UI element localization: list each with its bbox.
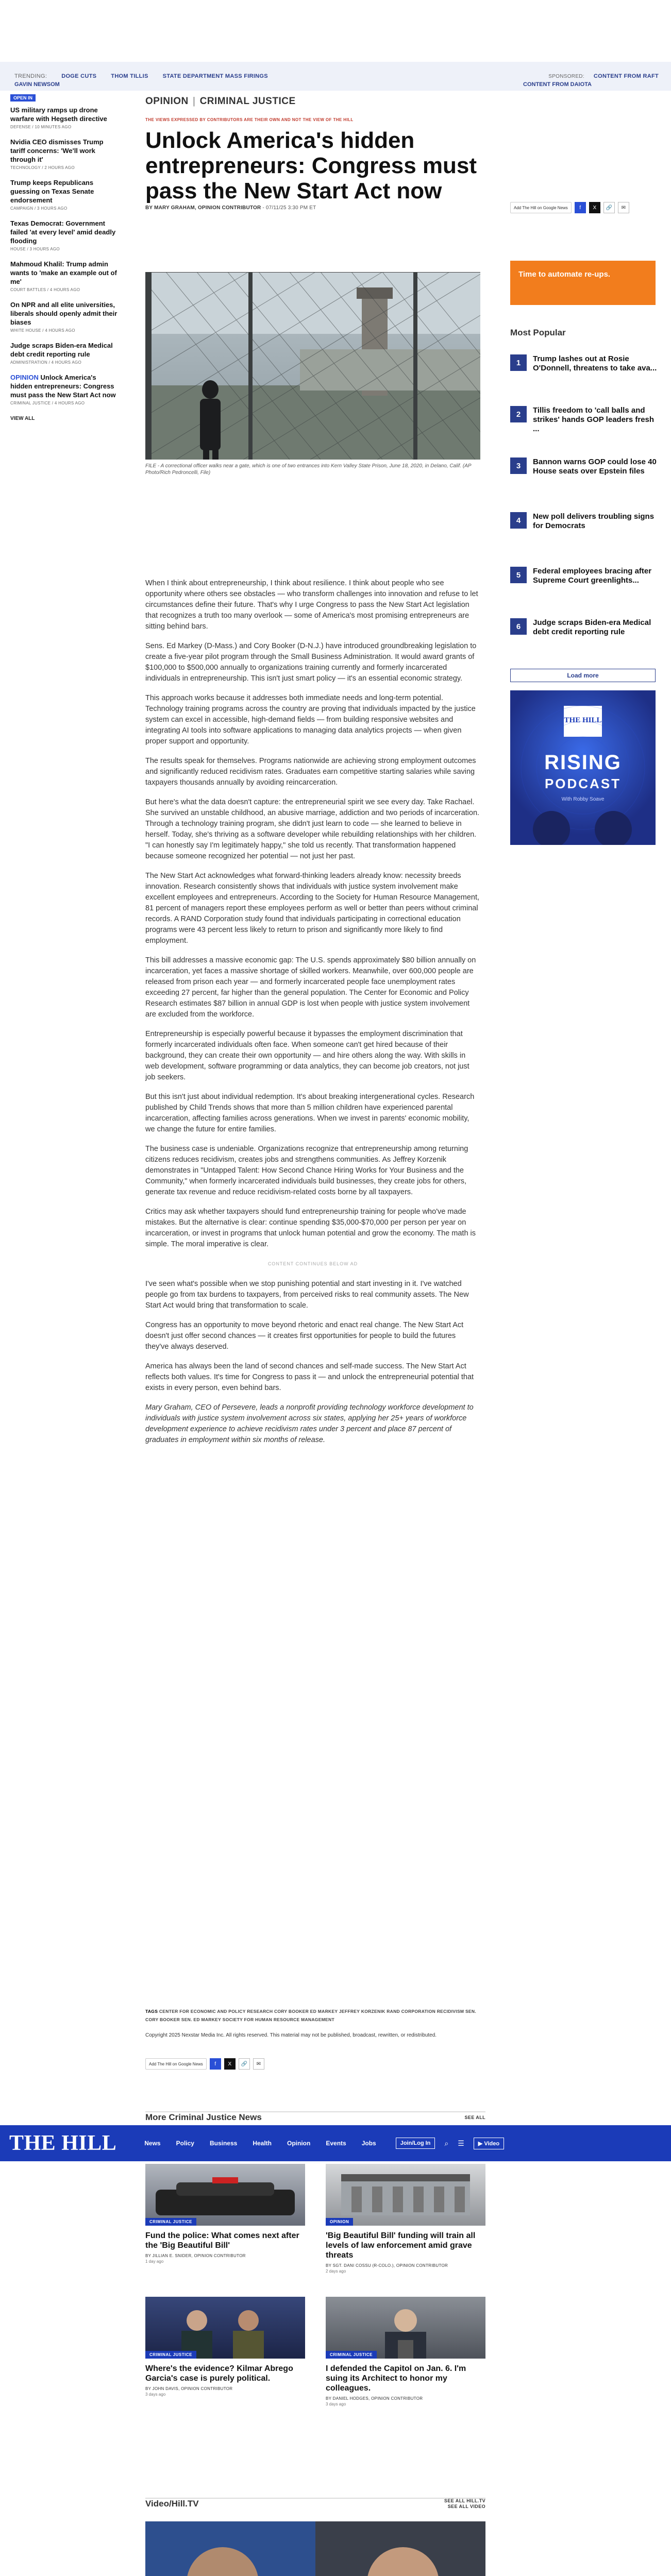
most-popular-item[interactable] xyxy=(510,567,660,585)
image-caption: FILE - A correctional officer walks near a gate, which is one of two entrances into Kern Valley State Prison, June 18, 2020, in Delano, Calif. (AP Photo/Rich Pedroncelli, File) xyxy=(145,463,472,476)
share-bar xyxy=(510,202,629,213)
link-icon[interactable]: 🔗 xyxy=(239,2058,250,2070)
trending-item[interactable]: THOM TILLIS xyxy=(111,73,148,79)
podcast-sub: PODCAST xyxy=(544,776,622,791)
ad-continue-notice: CONTENT CONTINUES BELOW AD xyxy=(267,1261,358,1266)
share-bar-bottom xyxy=(145,2058,264,2070)
news-card[interactable] xyxy=(326,2164,485,2274)
x-icon[interactable]: X xyxy=(224,2058,236,2070)
nav-link-business[interactable]: Business xyxy=(209,2140,238,2147)
rank-number: 3 xyxy=(510,457,527,474)
sponsored-item[interactable]: CONTENT FROM DAIOTA xyxy=(523,81,592,88)
paragraph: Entrepreneurship is especially powerful because it bypasses the employment discrimination that formerly incarcerated individuals often face. When someone can't get hired because of their background, they can create their own opportunity — and hire others along the way. With skills in web development, software programming or data analytics, they can become job creators, not just job seekers. xyxy=(145,1030,469,1081)
see-all-links xyxy=(444,2498,485,2510)
trending-item[interactable]: STATE DEPARTMENT MASS FIRINGS xyxy=(162,73,268,79)
nav-link-jobs[interactable]: Jobs xyxy=(361,2140,376,2147)
police-car-photo xyxy=(145,2164,305,2226)
nav-links xyxy=(144,2140,376,2147)
paragraph: The results speak for themselves. Programs nationwide are achieving strong employment outcomes and significantly reduced recidivism rates. Graduates earn competitive starting salaries while saving taxpayers thousands annually by avoiding reincarceration. xyxy=(145,757,476,787)
sidebar-story[interactable] xyxy=(10,178,119,211)
tag-list[interactable]: CENTER FOR ECONOMIC AND POLICY RESEARCH CORY BOOKER ED MARKEY JEFFREY KORZENIK RAND CORPORATION RECIDIVISM SEN. CORY BOOKER SEN. ED MARKEY SOCIETY FOR HUMAN RESOURCE MANAGEMENT xyxy=(145,2009,476,2022)
card-time: 3 days ago xyxy=(145,2392,166,2397)
paragraph: This bill addresses a massive economic gap: The U.S. spends approximately $80 billion annually on incarceration, yet faces a massive shortage of skilled workers. Meanwhile, over 600,000 people are released from prison each year — and formerly incarcerated people face unemployment rates exceeding 27 percent, far higher than the general population. The Center for Economic and Policy Research estimates $87 billion in annual GDP is lost when people with justice system involvement are excluded from the workforce. xyxy=(145,956,476,1019)
news-card[interactable] xyxy=(145,2297,305,2397)
author-bio: Mary Graham, CEO of Persevere, leads a nonprofit providing technology workforce development to individuals with justice system involvement across six states, applying her 25+ years of workforce development experience to achieve recidivism rates under 3 percent and place 87 percent of graduates in employment within six months of release. xyxy=(145,1403,474,1444)
most-popular-title[interactable]: Federal employees bracing after Supreme Court greenlights... xyxy=(533,567,652,585)
breadcrumb-separator: | xyxy=(192,96,196,107)
sponsored-label: SPONSORED: xyxy=(548,73,584,79)
card-image xyxy=(145,2297,305,2359)
breadcrumb xyxy=(145,96,296,107)
card-image xyxy=(326,2297,485,2359)
featured-video[interactable] xyxy=(145,2521,485,2576)
rank-number: 6 xyxy=(510,618,527,635)
story-meta: TECHNOLOGY / 2 HOURS AGO xyxy=(10,165,75,170)
login-button[interactable]: Join/Log In xyxy=(396,2138,435,2149)
card-byline: BY JILLIAN E. SNIDER, OPINION CONTRIBUTOR xyxy=(145,2253,246,2258)
card-image xyxy=(145,2164,305,2226)
paragraph: Sens. Ed Markey (D-Mass.) and Cory Booker (D-N.J.) have introduced groundbreaking legislation to create a five-year pilot program through the Small Business Administration. It would award grants of $100,000 to $500,000 annually to organizations training currently and formerly incarcerated individuals in entrepreneurship. This isn't just smart policy — it's an essential economic strategy. xyxy=(145,642,477,683)
story-prefix: OPINION xyxy=(10,374,39,381)
paragraph: I've seen what's possible when we stop punishing potential and start investing in it. I've watched people go from tax burdens to taxpayers, from perceived risks to real community assets. The New Start Act would bring that transformation to scale. xyxy=(145,1280,469,1310)
story-meta: CAMPAIGN / 3 HOURS AGO xyxy=(10,206,68,211)
site-logo[interactable]: THE HILL xyxy=(9,2131,117,2155)
sidebar-story[interactable] xyxy=(10,341,119,365)
most-popular-title[interactable]: Judge scraps Biden-era Medical debt credit reporting rule xyxy=(533,618,651,636)
video-header xyxy=(145,2498,485,2507)
ad-text: Time to automate re-ups. xyxy=(518,270,611,279)
story-meta: DEFENSE / 10 MINUTES AGO xyxy=(10,125,72,129)
paragraph: When I think about entrepreneurship, I think about resilience. I think about people who see opportunity where others see obstacles — who transform challenges into innovation and refuse to let circumstances define their future. That's why I urge Congress to pass the New Start Act legislation that recognizes a truth too many overlook — some of America's most promising entrepreneurs are sitting behind bars. xyxy=(145,579,478,631)
story-title[interactable]: On NPR and all elite universities, liberals should openly admit their biases xyxy=(10,301,118,326)
live-badge[interactable]: OPEN IN xyxy=(10,94,36,101)
mail-icon[interactable]: ✉ xyxy=(618,202,629,213)
breadcrumb-subsection[interactable]: CRIMINAL JUSTICE xyxy=(199,96,296,107)
publish-date: - 07/11/25 3:30 PM ET xyxy=(262,205,316,211)
card-byline: BY SGT. DANI COSSU (R-COLO.), OPINION CONTRIBUTOR xyxy=(326,2263,448,2268)
article-title: Unlock America's hidden entrepreneurs: Congress must pass the New Start Act now xyxy=(145,128,477,204)
google-news-button[interactable]: Add The Hill on Google News xyxy=(510,202,572,213)
most-popular-item[interactable] xyxy=(510,512,660,531)
author[interactable]: BY MARY GRAHAM, OPINION CONTRIBUTOR xyxy=(145,205,261,211)
sidebar-story[interactable] xyxy=(10,219,119,251)
story-title[interactable]: Mahmoud Khalil: Trump admin wants to 'make an example out of me' xyxy=(10,260,117,285)
paragraph: Congress has an opportunity to move beyond rhetoric and enact real change. The New Start Act doesn't just offer second chances — it creates first opportunities for people to build the futures they've always deserved. xyxy=(145,1321,464,1351)
paragraph: This approach works because it addresses both immediate needs and long-term potential. Technology training programs across the country are proving that individuals impacted by the justice system can excel in accessible, high-demand fields — from building responsive websites and integrating AI tools into software applications to managing data analytics projects — when given proper support and opportunity. xyxy=(145,694,476,745)
story-title[interactable]: US military ramps up drone warfare with Hegseth directive xyxy=(10,106,107,123)
story-meta: HOUSE / 3 HOURS AGO xyxy=(10,247,60,251)
card-time: 3 days ago xyxy=(326,2402,346,2406)
hero-image xyxy=(145,272,480,460)
most-popular-item[interactable] xyxy=(510,618,660,637)
mail-icon[interactable]: ✉ xyxy=(253,2058,264,2070)
most-popular-item[interactable] xyxy=(510,457,660,476)
play-icon: ▶ xyxy=(478,2140,483,2147)
facebook-icon[interactable]: f xyxy=(575,202,586,213)
story-meta: WHITE HOUSE / 4 HOURS AGO xyxy=(10,328,75,333)
sidebar-story-current[interactable] xyxy=(10,373,119,405)
see-all-hilltv-link[interactable]: SEE ALL HILL.TV xyxy=(444,2498,485,2503)
section-title: Video/Hill.TV xyxy=(145,2499,199,2509)
nav-link-health[interactable]: Health xyxy=(253,2140,272,2147)
story-title[interactable]: Trump keeps Republicans guessing on Texas Senate endorsement xyxy=(10,179,94,204)
x-icon[interactable]: X xyxy=(589,202,600,213)
nav-link-policy[interactable]: Policy xyxy=(176,2140,194,2147)
paragraph: The New Start Act acknowledges what forward-thinking leaders already know: necessity breeds innovation. Research consistently shows that individuals with justice system involvement make excellent employees and entrepreneurs. According to the Society for Human Resource Management, 81 percent of managers report these employees perform as well or better than peers without criminal records. A RAND Corporation study found that individuals participating in correctional education programs were 43 percent less likely to return to prison and significantly more likely to find employment. xyxy=(145,872,480,945)
menu-icon[interactable]: ☰ xyxy=(458,2139,464,2147)
most-popular-item[interactable] xyxy=(510,406,660,434)
sidebar-story[interactable] xyxy=(10,300,119,333)
people-photo xyxy=(145,2297,305,2359)
copyright: Copyright 2025 Nexstar Media Inc. All rights reserved. This material may not be published, broadcast, rewritten, or redistributed. xyxy=(145,2032,437,2038)
tags-label: TAGS xyxy=(145,2009,158,2014)
rank-number: 5 xyxy=(510,567,527,583)
byline xyxy=(145,205,316,211)
card-byline: BY JOHN DAVIS, OPINION CONTRIBUTOR xyxy=(145,2386,233,2391)
most-popular-title[interactable]: Bannon warns GOP could lose 40 House seats over Epstein files xyxy=(533,457,657,476)
story-meta: COURT BATTLES / 4 HOURS AGO xyxy=(10,287,80,292)
see-all-link[interactable]: SEE ALL xyxy=(464,2115,485,2120)
podcast-tag: With Robby Soave xyxy=(561,796,605,802)
site-nav xyxy=(0,2125,671,2161)
opinion-disclaimer: THE VIEWS EXPRESSED BY CONTRIBUTORS ARE THEIR OWN AND NOT THE VIEW OF THE HILL xyxy=(145,117,354,122)
category-badge[interactable]: CRIMINAL JUSTICE xyxy=(145,2218,196,2226)
story-meta: ADMINISTRATION / 4 HOURS AGO xyxy=(10,360,82,365)
story-title[interactable]: Judge scraps Biden-era Medical debt credit reporting rule xyxy=(10,342,113,358)
paragraph: But here's what the data doesn't capture: the entrepreneurial spirit we see every day. Take Rachael. She survived an unstable childhood, an abusive marriage, addiction and two periods of incarceration. Through a technology training program, she didn't just learn to code — she learned to believe in herself. Today, she's thriving as a software developer while rebuilding relationships with her children. "I can honestly say I'm legitimately happy," she told us recently. That transformation happened because someone recognized her potential — not just her past. xyxy=(145,798,480,860)
trending-item[interactable]: DOGE CUTS xyxy=(61,73,97,79)
link-icon[interactable]: 🔗 xyxy=(603,202,615,213)
category-badge[interactable]: CRIMINAL JUSTICE xyxy=(326,2351,377,2359)
prison-photo xyxy=(145,272,480,460)
search-icon[interactable]: ⌕ xyxy=(444,2139,449,2147)
news-card[interactable] xyxy=(145,2164,305,2264)
rank-number: 4 xyxy=(510,512,527,529)
see-all-video-link[interactable]: SEE ALL VIDEO xyxy=(447,2504,485,2509)
rank-number: 1 xyxy=(510,354,527,371)
sponsored-item[interactable]: CONTENT FROM RAFT xyxy=(593,73,659,79)
news-card[interactable] xyxy=(326,2297,485,2406)
nav-link-events[interactable]: Events xyxy=(326,2140,346,2147)
load-more-button[interactable]: Load more xyxy=(510,669,656,682)
category-badge[interactable]: OPINION xyxy=(326,2218,353,2226)
most-popular-title[interactable]: Tillis freedom to 'call balls and strikes' hands GOP leaders fresh ... xyxy=(533,406,655,433)
card-title[interactable]: I defended the Capitol on Jan. 6. I'm suing its Architect to honor my colleagues. xyxy=(326,2364,466,2393)
paragraph: America has always been the land of second chances and self-made success. The New Start Act reflects both values. It's time for Congress to pass it — and unlock the entrepreneurial potential that exists in every person, even behind bars. xyxy=(145,1362,474,1392)
facebook-icon[interactable]: f xyxy=(210,2058,221,2070)
most-popular-title[interactable]: Trump lashes out at Rosie O'Donnell, threatens to take ava... xyxy=(533,354,657,372)
view-all-link[interactable]: VIEW ALL xyxy=(10,416,35,421)
category-badge[interactable]: CRIMINAL JUSTICE xyxy=(145,2351,196,2359)
card-title[interactable]: 'Big Beautiful Bill' funding will train all levels of law enforcement amid grave threats xyxy=(326,2231,476,2260)
sidebar-story[interactable] xyxy=(10,260,119,292)
most-popular-heading: Most Popular xyxy=(510,328,566,337)
most-popular-item[interactable] xyxy=(510,354,660,373)
card-title[interactable]: Where's the evidence? Kilmar Abrego Garcia's case is purely political. xyxy=(145,2364,293,2383)
paragraph: Critics may ask whether taxpayers should fund entrepreneurship training for people who've made mistakes. But the alternative is clear: continue spending $35,000-$70,000 per person per year on incarceration, or invest in programs that unlock human potential and grow the economy. The math is simple. The moral imperative is clear. xyxy=(145,1208,476,1248)
most-popular-title[interactable]: New poll delivers troubling signs for Democrats xyxy=(533,512,655,530)
video-thumbnail xyxy=(145,2521,485,2576)
story-title[interactable]: Unlock America's hidden entrepreneurs: Congress must pass the New Start Act now xyxy=(10,374,116,399)
more-news-header xyxy=(145,2111,485,2121)
rank-number: 2 xyxy=(510,406,527,422)
paragraph: The business case is undeniable. Organizations recognize that entrepreneurship among returning citizens reduces recidivism, creates jobs and strengthens communities. As Jeffrey Korzenik demonstrates in "Untapped Talent: How Second Chance Hiring Works for Your Business and the Community," when formerly incarcerated individuals build businesses, they create jobs for others, generate tax revenue and reduce recidivism-related costs borne by all taxpayers. xyxy=(145,1145,468,1196)
video-button[interactable] xyxy=(474,2138,504,2149)
paragraph: But this isn't just about individual redemption. It's about breaking intergenerational cycles. Research published by Child Trends shows that more than 5 million children have experienced parental incarceration, affecting families across generations. When we invest in parents' economic mobility, we change the future for entire families. xyxy=(145,1093,475,1133)
video-label: Video xyxy=(484,2140,500,2147)
google-news-button[interactable]: Add The Hill on Google News xyxy=(145,2058,207,2070)
breadcrumb-section[interactable]: OPINION xyxy=(145,96,189,107)
card-image xyxy=(326,2164,485,2226)
speaker-photo xyxy=(326,2297,485,2359)
card-time: 1 day ago xyxy=(145,2259,164,2264)
card-byline: BY DANIEL HODGES, OPINION CONTRIBUTOR xyxy=(326,2396,423,2401)
advertisement[interactable] xyxy=(510,261,656,305)
latest-news-sidebar xyxy=(10,93,119,421)
sidebar-story[interactable] xyxy=(10,106,119,129)
story-title[interactable]: Nvidia CEO dismisses Trump tariff concerns: 'We'll work through it' xyxy=(10,138,104,163)
card-time: 2 days ago xyxy=(326,2269,346,2274)
section-title: More Criminal Justice News xyxy=(145,2112,262,2122)
trending-item[interactable]: GAVIN NEWSOM xyxy=(14,81,60,88)
nav-link-news[interactable]: News xyxy=(144,2140,161,2147)
rising-podcast-promo[interactable] xyxy=(510,690,656,845)
podcast-brand: THE HILL xyxy=(564,716,602,724)
sidebar-story[interactable] xyxy=(10,138,119,170)
sponsored-links xyxy=(548,73,659,79)
tags xyxy=(145,2007,480,2024)
building-photo xyxy=(326,2164,485,2226)
card-title[interactable]: Fund the police: What comes next after the 'Big Beautiful Bill' xyxy=(145,2231,299,2250)
story-title[interactable]: Texas Democrat: Government failed 'at every level' amid deadly flooding xyxy=(10,219,116,245)
nav-link-opinion[interactable]: Opinion xyxy=(287,2140,311,2147)
podcast-title: RISING xyxy=(544,751,622,774)
article-body xyxy=(145,578,480,1454)
story-meta: CRIMINAL JUSTICE / 4 HOURS AGO xyxy=(10,401,85,405)
trending-label: TRENDING: xyxy=(14,73,47,79)
